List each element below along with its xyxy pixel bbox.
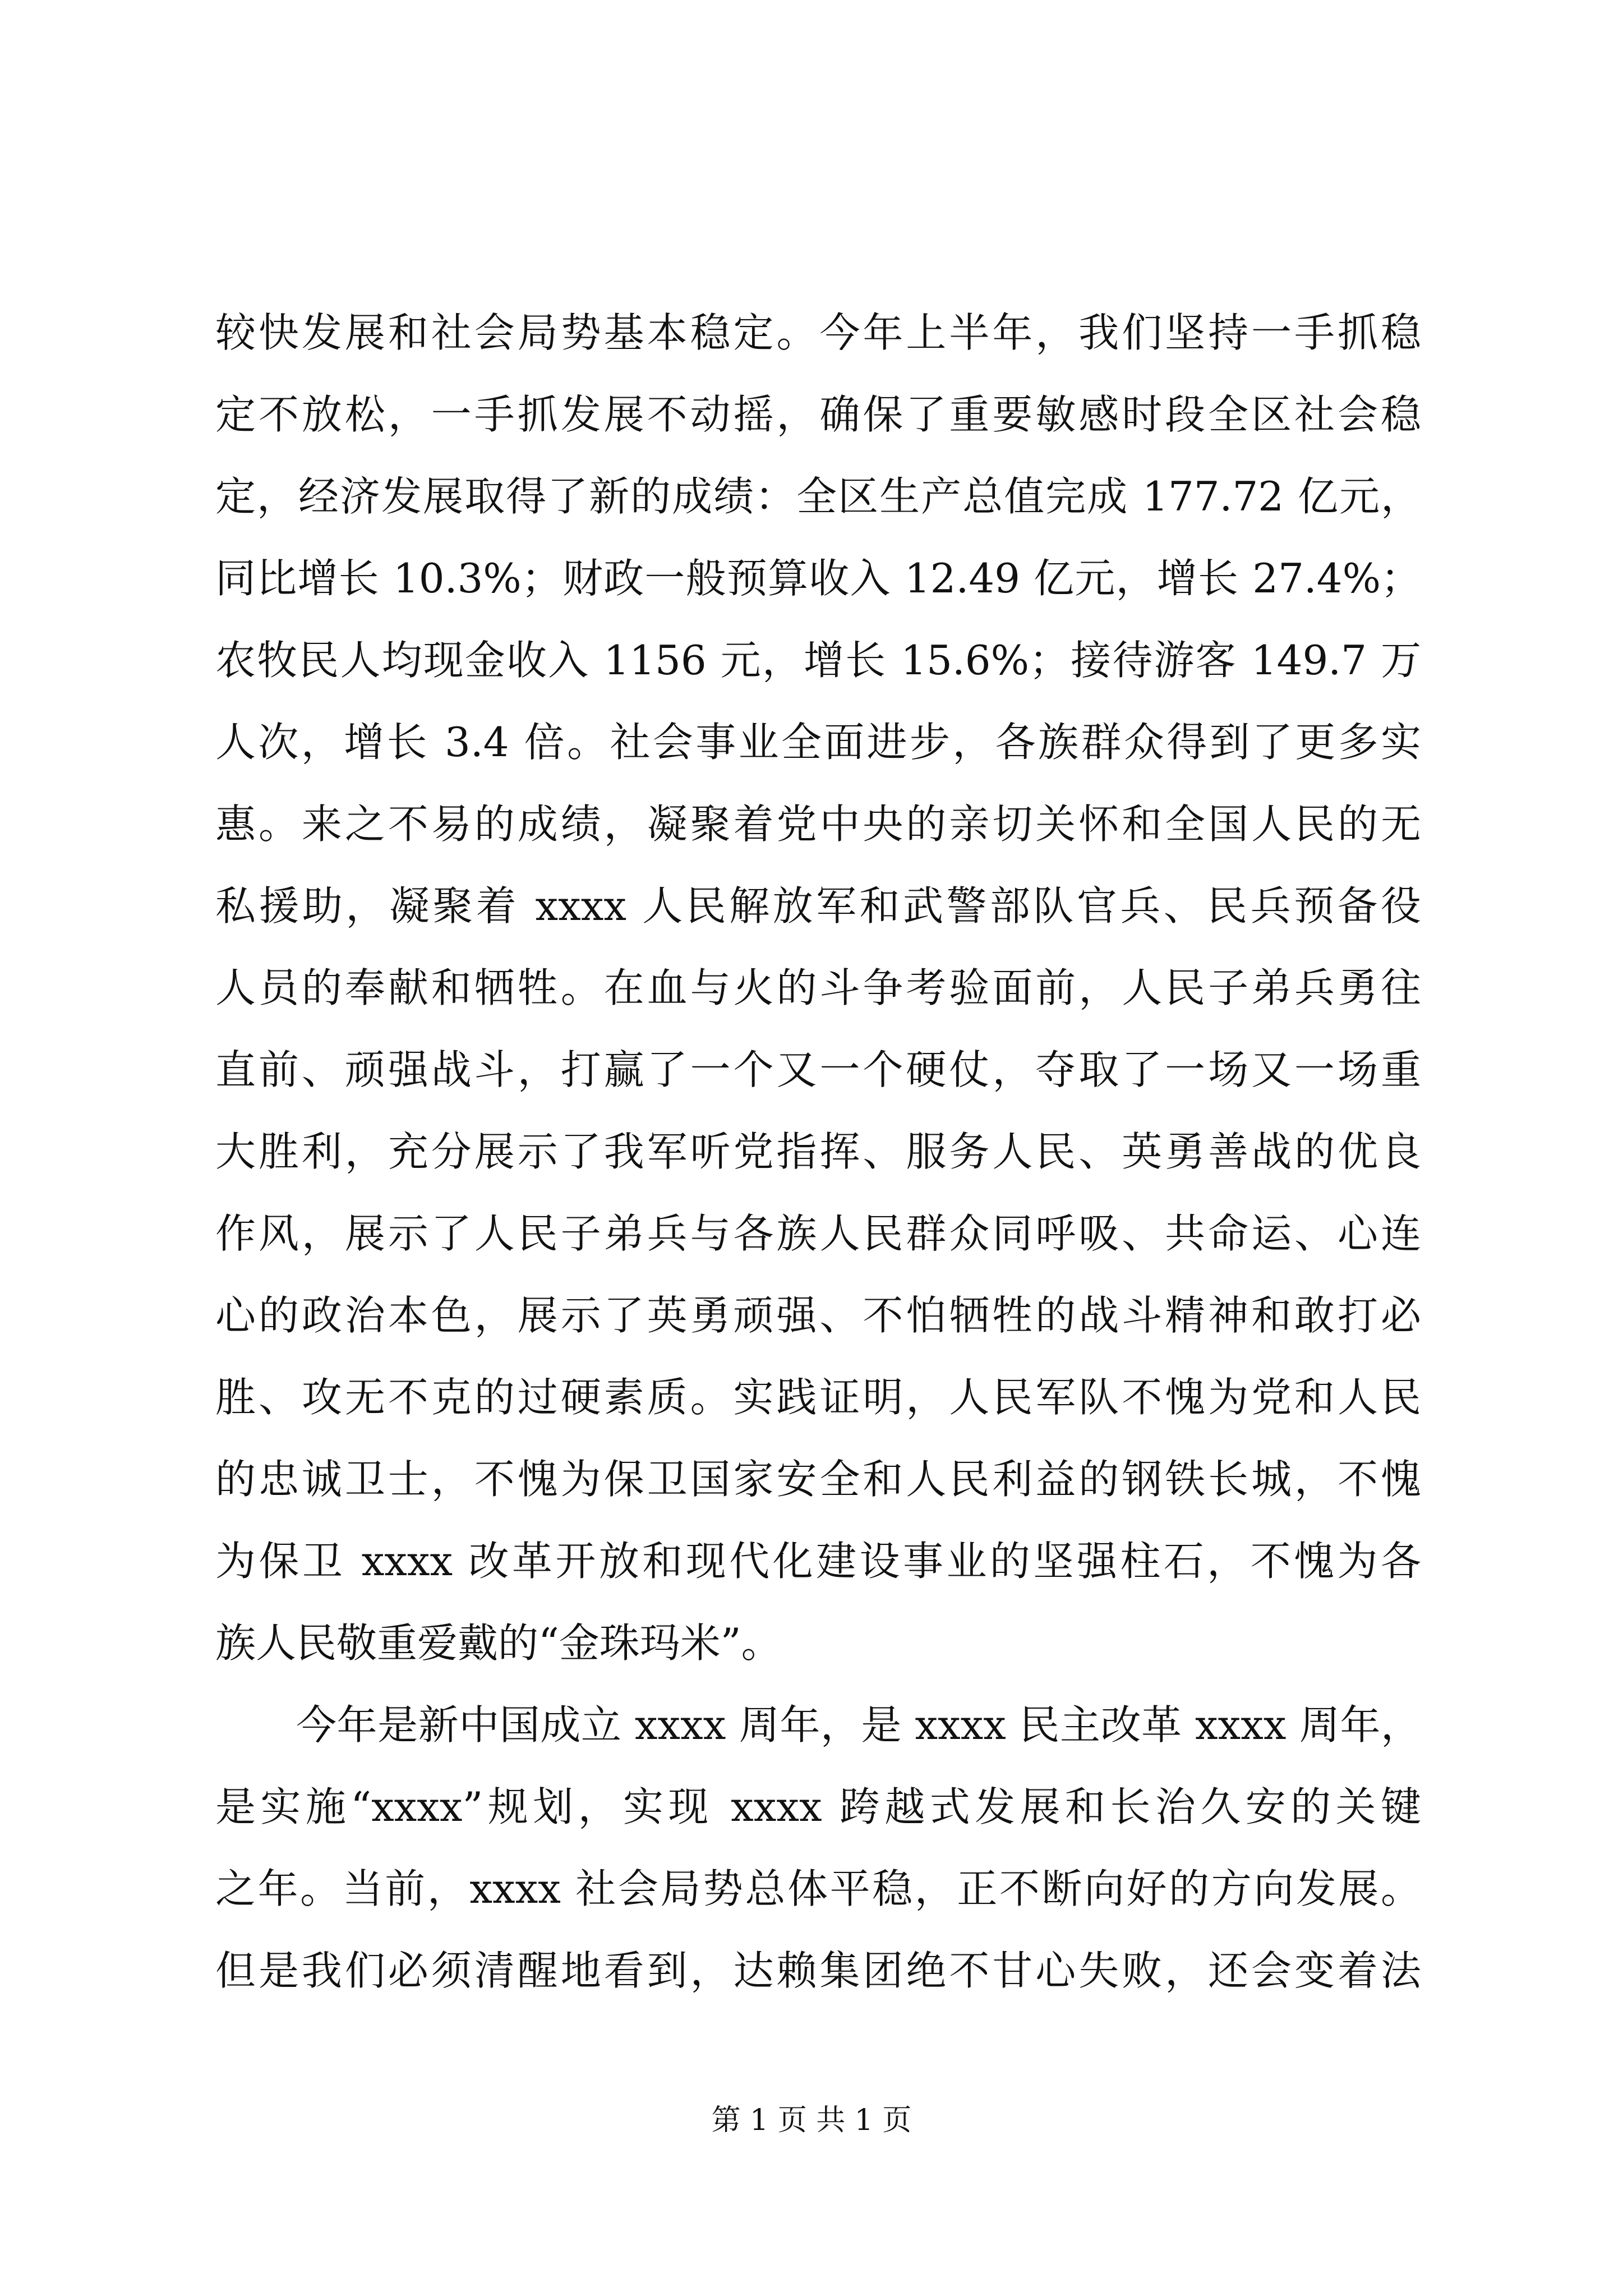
- text-line: 胜、攻无不克的过硬素质。实践证明，人民军队不愧为党和人民: [215, 1374, 1421, 1421]
- text-line: 人员的奉献和牺牲。在血与火的斗争考验面前，人民子弟兵勇往: [215, 964, 1421, 1011]
- text-line: 族人民敬重爱戴的“金珠玛米”。: [215, 1619, 782, 1667]
- text-line: 较快发展和社会局势基本稳定。今年上半年，我们坚持一手抓稳: [215, 309, 1421, 356]
- text-line: 但是我们必须清醒地看到，达赖集团绝不甘心失败，还会变着法: [215, 1947, 1421, 1994]
- text-line: 定不放松，一手抓发展不动摇，确保了重要敏感时段全区社会稳: [215, 391, 1421, 438]
- text-line: 今年是新中国成立 xxxx 周年，是 xxxx 民主改革 xxxx 周年，: [296, 1701, 1421, 1749]
- page-number: 第 1 页 共 1 页: [711, 2104, 912, 2137]
- body-text: [215, 292, 1421, 2012]
- text-line: 惠。来之不易的成绩，凝聚着党中央的亲切关怀和全国人民的无: [215, 800, 1421, 848]
- text-line: 为保卫 xxxx 改革开放和现代化建设事业的坚强柱石，不愧为各: [215, 1538, 1421, 1585]
- text-line: 是实施“xxxx”规划，实现 xxxx 跨越式发展和长治久安的关键: [215, 1783, 1421, 1830]
- text-line: 农牧民人均现金收入 1156 元，增长 15.6%；接待游客 149.7 万: [215, 637, 1421, 684]
- text-line: 人次，增长 3.4 倍。社会事业全面进步，各族群众得到了更多实: [215, 719, 1421, 766]
- text-line: 作风，展示了人民子弟兵与各族人民群众同呼吸、共命运、心连: [215, 1210, 1421, 1257]
- text-line: 直前、顽强战斗，打赢了一个又一个硬仗，夺取了一场又一场重: [215, 1046, 1421, 1093]
- paragraph-2: [215, 1684, 1421, 2012]
- text-line: 私援助，凝聚着 xxxx 人民解放军和武警部队官兵、民兵预备役: [215, 882, 1421, 930]
- text-line: 同比增长 10.3%；财政一般预算收入 12.49 亿元，增长 27.4%；: [215, 555, 1421, 602]
- text-line: 定，经济发展取得了新的成绩：全区生产总值完成 177.72 亿元，: [215, 473, 1421, 520]
- text-line: 之年。当前，xxxx 社会局势总体平稳，正不断向好的方向发展。: [215, 1865, 1421, 1912]
- page-footer: [0, 2101, 1623, 2140]
- paragraph-1: [215, 292, 1421, 1684]
- text-line: 心的政治本色，展示了英勇顽强、不怕牺牲的战斗精神和敢打必: [215, 1292, 1421, 1339]
- text-line: 大胜利，充分展示了我军听党指挥、服务人民、英勇善战的优良: [215, 1128, 1421, 1175]
- text-line: 的忠诚卫士，不愧为保卫国家安全和人民利益的钢铁长城，不愧: [215, 1456, 1421, 1503]
